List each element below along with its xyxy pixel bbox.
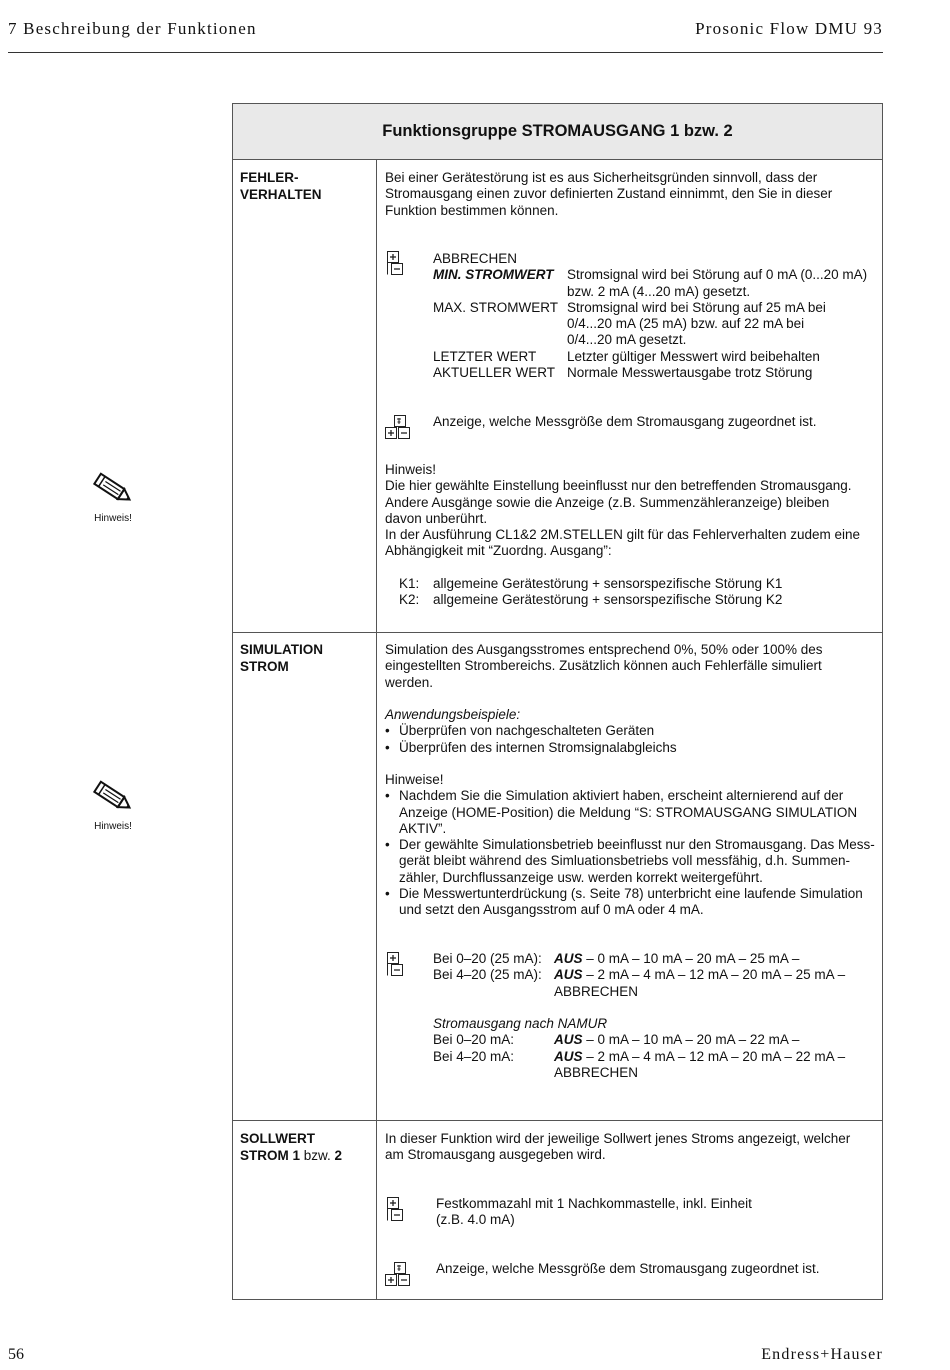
text-line: In der Ausführung CL1&2 2M.STELLEN gilt für das Fehlerverhalten zudem eine xyxy=(385,527,861,543)
row-label-line: SIMULATION xyxy=(240,642,323,657)
simulation-namur xyxy=(433,1016,878,1081)
plus-minus-key-icon xyxy=(386,951,406,979)
row-label-line: STROM xyxy=(240,659,289,674)
fehlerverhalten-hinweis xyxy=(385,462,875,560)
k-list xyxy=(399,576,782,609)
list-item: • Der gewählte Simulationsbetrieb beeinflusst nur den Stromausgang. Das Messgerät bleibt während des Simluationsbetriebs voll messfähig, d.h. Summenzähler, Durchflussanzeige usw. werden korrekt weitergeführt. xyxy=(385,837,880,886)
option-name: LETZTER WERT xyxy=(433,348,537,364)
option-name-default: MIN. STROMWERT xyxy=(433,267,554,283)
option-desc: Stromsignal wird bei Störung auf 25 mA bei xyxy=(567,299,826,315)
range-steps: – 0 mA – 10 mA – 20 mA – 22 mA – xyxy=(582,1032,800,1048)
range-continuation: ABBRECHEN xyxy=(554,1064,639,1080)
note-marker xyxy=(88,470,138,524)
pencil-note-icon xyxy=(88,470,138,510)
display-key-icon xyxy=(384,414,418,444)
option-desc: bzw. 2 mA (4...20 mA) gesetzt. xyxy=(567,283,751,299)
header-chapter: 7 Beschreibung der Funktionen xyxy=(8,19,257,38)
text-line: Die hier gewählte Einstellung beeinflusst nur den betreffenden Stromausgang. xyxy=(385,478,852,494)
sollwert-display-note: Anzeige, welche Messgröße dem Stromausgang zugeordnet ist. xyxy=(436,1261,820,1276)
list-item: • Überprüfen des internen Stromsignalabgleichs xyxy=(385,740,875,756)
range-continuation: ABBRECHEN xyxy=(554,983,639,999)
namur-title: Stromausgang nach NAMUR xyxy=(433,1016,608,1031)
label-part: bzw. xyxy=(300,1148,335,1163)
k-text: allgemeine Gerätestörung + sensorspezifische Störung K2 xyxy=(433,592,783,608)
range-values xyxy=(554,1032,878,1048)
text-line: Stromausgang einen zuvor definierten Zustand einnimmt, den Sie in dieser xyxy=(385,186,833,202)
text-line: Andere Ausgänge sowie die Anzeige (z.B. Summenzähleranzeige) bleiben xyxy=(385,494,830,510)
text-line: Bei einer Gerätestörung ist es aus Sicherheitsgründen sinnvoll, dass der xyxy=(385,170,818,185)
sollwert-format xyxy=(436,1196,752,1229)
option-desc: Normale Messwertausgabe trotz Störung xyxy=(567,365,813,381)
note-marker xyxy=(88,778,138,832)
option-name: AKTUELLER WERT xyxy=(433,365,556,381)
header-product: Prosonic Flow DMU 93 xyxy=(695,19,883,38)
row-label-fehlerverhalten xyxy=(240,169,322,203)
range-steps: – 0 mA – 10 mA – 20 mA – 25 mA – xyxy=(582,951,800,966)
row-label-sollwert xyxy=(240,1130,342,1164)
text-line: eingestellten Strombereichs. Zusätzlich können auch Fehlerfälle simuliert xyxy=(385,658,822,674)
text-line: Hinweis! xyxy=(385,462,437,477)
k-text: allgemeine Gerätestörung + sensorspezifische Störung K1 xyxy=(433,576,783,591)
range-steps: – 2 mA – 4 mA – 12 mA – 20 mA – 22 mA – xyxy=(582,1048,846,1064)
note-label: Hinweis! xyxy=(94,821,132,832)
brand-name: Endress+Hauser xyxy=(761,1346,883,1363)
row-divider-1 xyxy=(233,632,882,633)
text-line: In dieser Funktion wird der jeweilige Sollwert jenes Stroms angezeigt, welcher xyxy=(385,1131,851,1146)
range-label: Bei 0–20 mA: xyxy=(433,1032,515,1048)
fehlerverhalten-display-note: Anzeige, welche Messgröße dem Stromausgang zugeordnet ist. xyxy=(433,414,817,429)
option-desc xyxy=(567,251,878,267)
text-line: Abhängigkeit mit “Zuordng. Ausgang”: xyxy=(385,543,612,559)
range-values xyxy=(554,951,878,967)
pencil-note-icon xyxy=(88,778,138,818)
option-desc: 0/4...20 mA (25 mA) bzw. auf 22 mA bei xyxy=(567,316,805,332)
note-label: Hinweis! xyxy=(94,513,132,524)
range-label: Bei 4–20 (25 mA): xyxy=(433,967,542,983)
simulation-ranges xyxy=(433,951,878,1000)
text-line: (z.B. 4.0 mA) xyxy=(436,1212,515,1228)
option-name xyxy=(433,332,567,348)
list-item: • Nachdem Sie die Simulation aktiviert haben, erscheint alternierend auf der Anzeige (HOME-Position) die Meldung “S: STROMAUSGANG SIMULATION AKTIV”. xyxy=(385,788,880,837)
display-key-icon xyxy=(384,1261,418,1291)
option-name: MAX. STROMWERT xyxy=(433,299,559,315)
option-name xyxy=(433,316,567,332)
label-part: STROM 1 xyxy=(240,1148,301,1163)
column-divider xyxy=(376,160,377,1299)
list-item: • Überprüfen von nachgeschalteten Geräten xyxy=(385,723,875,739)
sollwert-intro xyxy=(385,1131,875,1164)
row-divider-2 xyxy=(233,1120,882,1121)
fehlerverhalten-intro xyxy=(385,170,875,219)
range-label: Bei 0–20 (25 mA): xyxy=(433,951,542,966)
page-number: 56 xyxy=(8,1346,24,1363)
row-label-line xyxy=(240,1147,342,1164)
range-default: AUS xyxy=(554,1048,583,1064)
text-line: davon unberührt. xyxy=(385,510,488,526)
option-desc: Letzter gültiger Messwert wird beibehalten xyxy=(567,348,820,364)
row-label-line: VERHALTEN xyxy=(240,187,322,202)
fehlerverhalten-options xyxy=(433,251,878,381)
text-line: am Stromausgang ausgegeben wird. xyxy=(385,1147,606,1163)
range-values xyxy=(554,967,878,983)
examples-title: Anwendungsbeispiele: xyxy=(385,707,521,722)
text-line: werden. xyxy=(385,674,434,690)
range-values xyxy=(554,1049,878,1065)
range-steps: – 2 mA – 4 mA – 12 mA – 20 mA – 25 mA – xyxy=(582,967,846,983)
table-title: Funktionsgruppe STROMAUSGANG 1 bzw. 2 xyxy=(233,104,882,160)
header-rule xyxy=(8,52,883,53)
text-line: Funktion bestimmen können. xyxy=(385,202,559,218)
simulation-examples xyxy=(385,707,875,756)
range-default: AUS xyxy=(554,1032,583,1048)
plus-minus-key-icon xyxy=(386,1196,406,1224)
option-desc: Stromsignal wird bei Störung auf 0 mA (0...20 mA) xyxy=(567,267,868,283)
range-label: Bei 4–20 mA: xyxy=(433,1048,515,1064)
hinweise-title: Hinweise! xyxy=(385,772,444,787)
k-key: K2: xyxy=(399,592,420,608)
label-part: 2 xyxy=(334,1148,343,1163)
row-label-line: SOLLWERT xyxy=(240,1131,315,1146)
k-key: K1: xyxy=(399,576,420,591)
text-line: Festkommazahl mit 1 Nachkommastelle, inkl. Einheit xyxy=(436,1196,752,1211)
simulation-intro xyxy=(385,642,875,691)
range-default: AUS xyxy=(554,967,583,983)
plus-minus-key-icon xyxy=(386,250,406,278)
row-label-line: FEHLER- xyxy=(240,170,299,185)
list-item: • Die Messwertunterdrückung (s. Seite 78) unterbricht eine laufende Simulation und setzt den Ausgangsstrom auf 0 mA oder 4 mA. xyxy=(385,886,880,919)
option-desc: 0/4...20 mA gesetzt. xyxy=(567,332,687,348)
text-line: Simulation des Ausgangsstromes entsprechend 0%, 50% oder 100% des xyxy=(385,642,823,657)
row-label-simulation xyxy=(240,641,323,675)
option-name: ABBRECHEN xyxy=(433,251,518,266)
range-default: AUS xyxy=(554,951,583,966)
simulation-hinweise xyxy=(385,772,880,919)
option-name xyxy=(433,284,567,300)
